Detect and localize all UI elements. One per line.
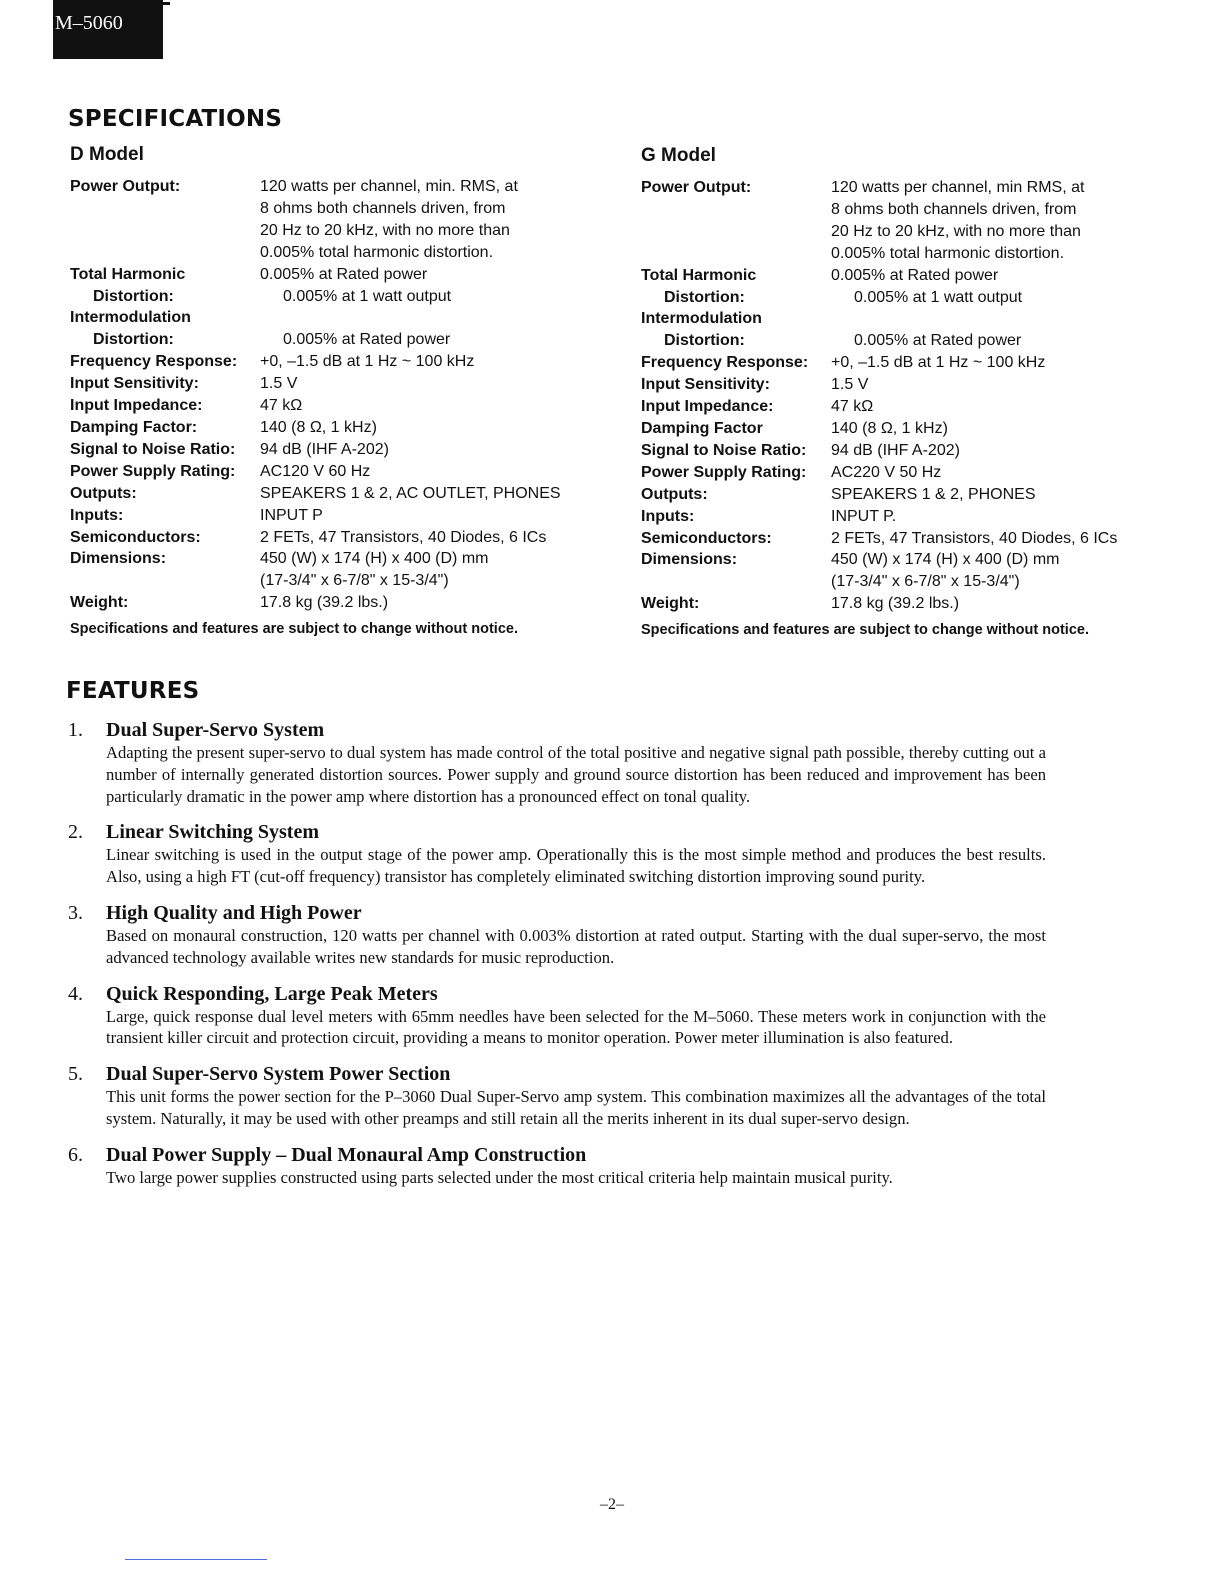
spec-row bbox=[70, 176, 561, 198]
spec-value: 20 Hz to 20 kHz, with no more than bbox=[260, 221, 510, 239]
spec-label: Total Harmonic bbox=[641, 266, 757, 284]
feature-body: Adapting the present super-servo to dual system has made control of the total positive and negative signal path possible, thereby cutting out a number of internally generated distortion sources. Power supply and ground source distortion has been reduced and improvement has been particularly dramatic in the power amp where distortion has a pronounced effect on tonal quality. bbox=[106, 743, 1046, 806]
spec-label: Intermodulation bbox=[70, 309, 191, 327]
spec-value: (17-3/4" x 6-7/8" x 15-3/4") bbox=[831, 573, 1020, 591]
feature-number: 6. bbox=[68, 1143, 83, 1166]
spec-value: SPEAKERS 1 & 2, PHONES bbox=[831, 485, 1036, 503]
d-model-title: D Model bbox=[70, 144, 144, 165]
spec-value: 0.005% total harmonic distortion. bbox=[260, 243, 494, 261]
feature-body: Large, quick response dual level meters with 65mm needles have been selected for the M–5060. These meters work in conjunction with the transient killer circuit and protection circuit, providing a means to monitor operation. Power meter illumination is also featured. bbox=[106, 1006, 1046, 1048]
spec-row bbox=[70, 483, 561, 505]
spec-value: 0.005% at Rated power bbox=[260, 265, 428, 283]
tab-notch-decoration bbox=[163, 2, 170, 5]
spec-value: 120 watts per channel, min. RMS, at bbox=[260, 178, 518, 195]
spec-label: Input Sensitivity: bbox=[70, 375, 199, 393]
model-tab-text: M–5060 bbox=[55, 12, 123, 34]
spec-row bbox=[70, 395, 561, 417]
spec-value: 17.8 kg (39.2 lbs.) bbox=[831, 595, 960, 613]
spec-value: 0.005% at 1 watt output bbox=[283, 287, 452, 305]
spec-value: 2 FETs, 47 Transistors, 40 Diodes, 6 ICs bbox=[831, 529, 1118, 547]
spec-row bbox=[641, 571, 1117, 593]
spec-row bbox=[70, 570, 561, 592]
spec-value: 450 (W) x 174 (H) x 400 (D) mm bbox=[260, 550, 489, 568]
spec-value: 94 dB (IHF A-202) bbox=[831, 441, 960, 459]
feature-item bbox=[66, 820, 1046, 888]
g-model-note: Specifications and features are subject to change without notice. bbox=[641, 622, 1089, 638]
spec-row bbox=[70, 592, 561, 614]
feature-number: 4. bbox=[68, 982, 83, 1005]
spec-value: +0, –1.5 dB at 1 Hz ~ 100 kHz bbox=[260, 353, 475, 371]
spec-value: SPEAKERS 1 & 2, AC OUTLET, PHONES bbox=[260, 484, 561, 502]
spec-row bbox=[70, 548, 561, 570]
spec-row bbox=[641, 221, 1117, 243]
feature-number: 2. bbox=[68, 821, 83, 844]
spec-row bbox=[641, 506, 1117, 528]
spec-label: Power Supply Rating: bbox=[70, 462, 236, 480]
spec-value: AC220 V 50 Hz bbox=[831, 463, 942, 481]
spec-value: 47 kΩ bbox=[260, 397, 303, 415]
spec-row bbox=[70, 242, 561, 264]
spec-label: Inputs: bbox=[70, 506, 124, 524]
features-heading: FEATURES bbox=[66, 678, 200, 704]
spec-value: +0, –1.5 dB at 1 Hz ~ 100 kHz bbox=[831, 354, 1046, 372]
spec-label: Dimensions: bbox=[641, 551, 738, 569]
spec-row bbox=[641, 330, 1117, 352]
spec-row bbox=[70, 373, 561, 395]
spec-row bbox=[70, 505, 561, 527]
spec-row bbox=[641, 418, 1117, 440]
spec-label: Input Sensitivity: bbox=[641, 376, 770, 394]
d-model-note: Specifications and features are subject to change without notice. bbox=[70, 621, 518, 637]
spec-value: 0.005% total harmonic distortion. bbox=[831, 244, 1065, 262]
feature-number: 5. bbox=[68, 1063, 83, 1086]
spec-row bbox=[641, 462, 1117, 484]
spec-label: Distortion: bbox=[664, 288, 745, 306]
spec-label: Semiconductors: bbox=[70, 528, 201, 546]
spec-value: 94 dB (IHF A-202) bbox=[260, 440, 389, 458]
spec-value: 20 Hz to 20 kHz, with no more than bbox=[831, 222, 1081, 240]
spec-label bbox=[70, 220, 260, 242]
d-model-spec-table bbox=[70, 176, 561, 614]
spec-label: Power Output: bbox=[70, 178, 181, 195]
spec-label bbox=[641, 221, 831, 243]
spec-row bbox=[70, 417, 561, 439]
spec-row bbox=[641, 243, 1117, 265]
spec-value: 140 (8 Ω, 1 kHz) bbox=[260, 418, 377, 436]
spec-row bbox=[641, 593, 1117, 615]
model-tab bbox=[53, 0, 163, 59]
spec-label bbox=[70, 198, 260, 220]
spec-label: Intermodulation bbox=[641, 310, 762, 328]
spec-label: Damping Factor bbox=[641, 419, 763, 437]
spec-row bbox=[641, 549, 1117, 571]
spec-value: 0.005% at Rated power bbox=[831, 266, 999, 284]
spec-value: 120 watts per channel, min RMS, at bbox=[831, 179, 1085, 196]
spec-label: Input Impedance: bbox=[70, 397, 203, 415]
spec-value: 0.005% at 1 watt output bbox=[854, 288, 1023, 306]
spec-row bbox=[70, 307, 561, 329]
spec-label: Damping Factor: bbox=[70, 418, 198, 436]
spec-row bbox=[641, 199, 1117, 221]
feature-title: Dual Power Supply – Dual Monaural Amp Construction bbox=[106, 1143, 587, 1166]
spec-label: Distortion: bbox=[93, 331, 174, 349]
spec-label: Dimensions: bbox=[70, 550, 167, 568]
spec-label: Weight: bbox=[70, 594, 129, 612]
spec-label: Weight: bbox=[641, 595, 700, 613]
feature-number: 1. bbox=[68, 719, 83, 741]
feature-body: This unit forms the power section for the P–3060 Dual Super-Servo amp system. This combination maximizes all the advantages of the total system. Naturally, it may be used with other preamps and still retain all the merits inherent in its dual super-servo design. bbox=[106, 1087, 1046, 1128]
spec-row bbox=[70, 220, 561, 242]
spec-row bbox=[641, 287, 1117, 309]
spec-row bbox=[70, 527, 561, 549]
spec-label: Frequency Response: bbox=[641, 354, 809, 372]
spec-label: Distortion: bbox=[664, 332, 745, 350]
feature-title: Linear Switching System bbox=[106, 821, 319, 844]
spec-row bbox=[641, 396, 1117, 418]
spec-label bbox=[641, 571, 831, 593]
spec-label bbox=[641, 243, 831, 265]
spec-value: 2 FETs, 47 Transistors, 40 Diodes, 6 ICs bbox=[260, 528, 547, 546]
feature-title: Dual Super-Servo System Power Section bbox=[106, 1063, 451, 1086]
spec-label: Frequency Response: bbox=[70, 353, 238, 371]
spec-row bbox=[641, 484, 1117, 506]
g-model-spec-table bbox=[641, 177, 1117, 615]
spec-label: Signal to Noise Ratio: bbox=[70, 440, 236, 458]
spec-value: 0.005% at Rated power bbox=[854, 332, 1022, 350]
spec-value: 1.5 V bbox=[260, 375, 298, 393]
spec-row bbox=[641, 528, 1117, 550]
spec-value: 47 kΩ bbox=[831, 398, 874, 416]
spec-label: Outputs: bbox=[70, 484, 137, 502]
spec-row bbox=[70, 351, 561, 373]
spec-row bbox=[641, 265, 1117, 287]
spec-value: 0.005% at Rated power bbox=[283, 331, 451, 349]
spec-label: Input Impedance: bbox=[641, 398, 774, 416]
spec-value: 140 (8 Ω, 1 kHz) bbox=[831, 419, 948, 437]
feature-item bbox=[66, 901, 1046, 969]
spec-value: 17.8 kg (39.2 lbs.) bbox=[260, 594, 389, 612]
spec-value: 450 (W) x 174 (H) x 400 (D) mm bbox=[831, 551, 1060, 569]
spec-row bbox=[70, 439, 561, 461]
spec-label: Signal to Noise Ratio: bbox=[641, 441, 807, 459]
spec-label: Outputs: bbox=[641, 485, 708, 503]
spec-value: 8 ohms both channels driven, from bbox=[831, 200, 1077, 218]
feature-body: Linear switching is used in the output stage of the power amp. Operationally this is the most simple method and produces the best results. Also, using a high FT (cut-off frequency) transistor has completely eliminated switching distortion improving sound purity. bbox=[106, 845, 1046, 887]
spec-row bbox=[70, 286, 561, 308]
page-number: –2– bbox=[600, 1496, 624, 1513]
spec-value: INPUT P. bbox=[831, 507, 897, 525]
spec-row bbox=[70, 264, 561, 286]
footer-rule bbox=[125, 1559, 267, 1560]
spec-label: Distortion: bbox=[93, 287, 174, 305]
feature-number: 3. bbox=[68, 901, 83, 924]
feature-item bbox=[66, 982, 1046, 1050]
spec-value: (17-3/4" x 6-7/8" x 15-3/4") bbox=[260, 572, 449, 590]
feature-title: Dual Super-Servo System bbox=[106, 719, 325, 741]
spec-value: AC120 V 60 Hz bbox=[260, 462, 371, 480]
spec-row bbox=[641, 177, 1117, 199]
feature-body: Two large power supplies constructed using parts selected under the most critical criteria help maintain musical purity. bbox=[106, 1167, 893, 1187]
spec-label: Inputs: bbox=[641, 507, 695, 525]
spec-row bbox=[641, 352, 1117, 374]
spec-value: 8 ohms both channels driven, from bbox=[260, 199, 506, 217]
spec-label: Semiconductors: bbox=[641, 529, 772, 547]
spec-row bbox=[70, 329, 561, 351]
feature-title: High Quality and High Power bbox=[106, 901, 362, 924]
feature-item bbox=[66, 1062, 1046, 1130]
spec-row bbox=[70, 198, 561, 220]
feature-title: Quick Responding, Large Peak Meters bbox=[106, 982, 438, 1005]
spec-label: Power Supply Rating: bbox=[641, 463, 807, 481]
spec-label bbox=[641, 199, 831, 221]
spec-label bbox=[70, 570, 260, 592]
spec-row bbox=[641, 440, 1117, 462]
spec-value: 1.5 V bbox=[831, 376, 869, 394]
spec-label: Power Output: bbox=[641, 179, 752, 196]
feature-item bbox=[66, 1143, 1046, 1189]
spec-value: INPUT P bbox=[260, 506, 323, 524]
spec-label bbox=[70, 242, 260, 264]
specifications-heading: SPECIFICATIONS bbox=[68, 106, 283, 132]
spec-row bbox=[70, 461, 561, 483]
spec-row bbox=[641, 308, 1117, 330]
feature-item bbox=[66, 718, 1046, 807]
spec-label: Total Harmonic bbox=[70, 265, 186, 283]
spec-row bbox=[641, 374, 1117, 396]
g-model-title: G Model bbox=[641, 145, 716, 166]
feature-body: Based on monaural construction, 120 watts per channel with 0.003% distortion at rated output. Starting with the dual super-servo, the most advanced technology available writes new standards for music reproduction. bbox=[106, 925, 1046, 967]
features-list bbox=[66, 718, 1046, 1202]
